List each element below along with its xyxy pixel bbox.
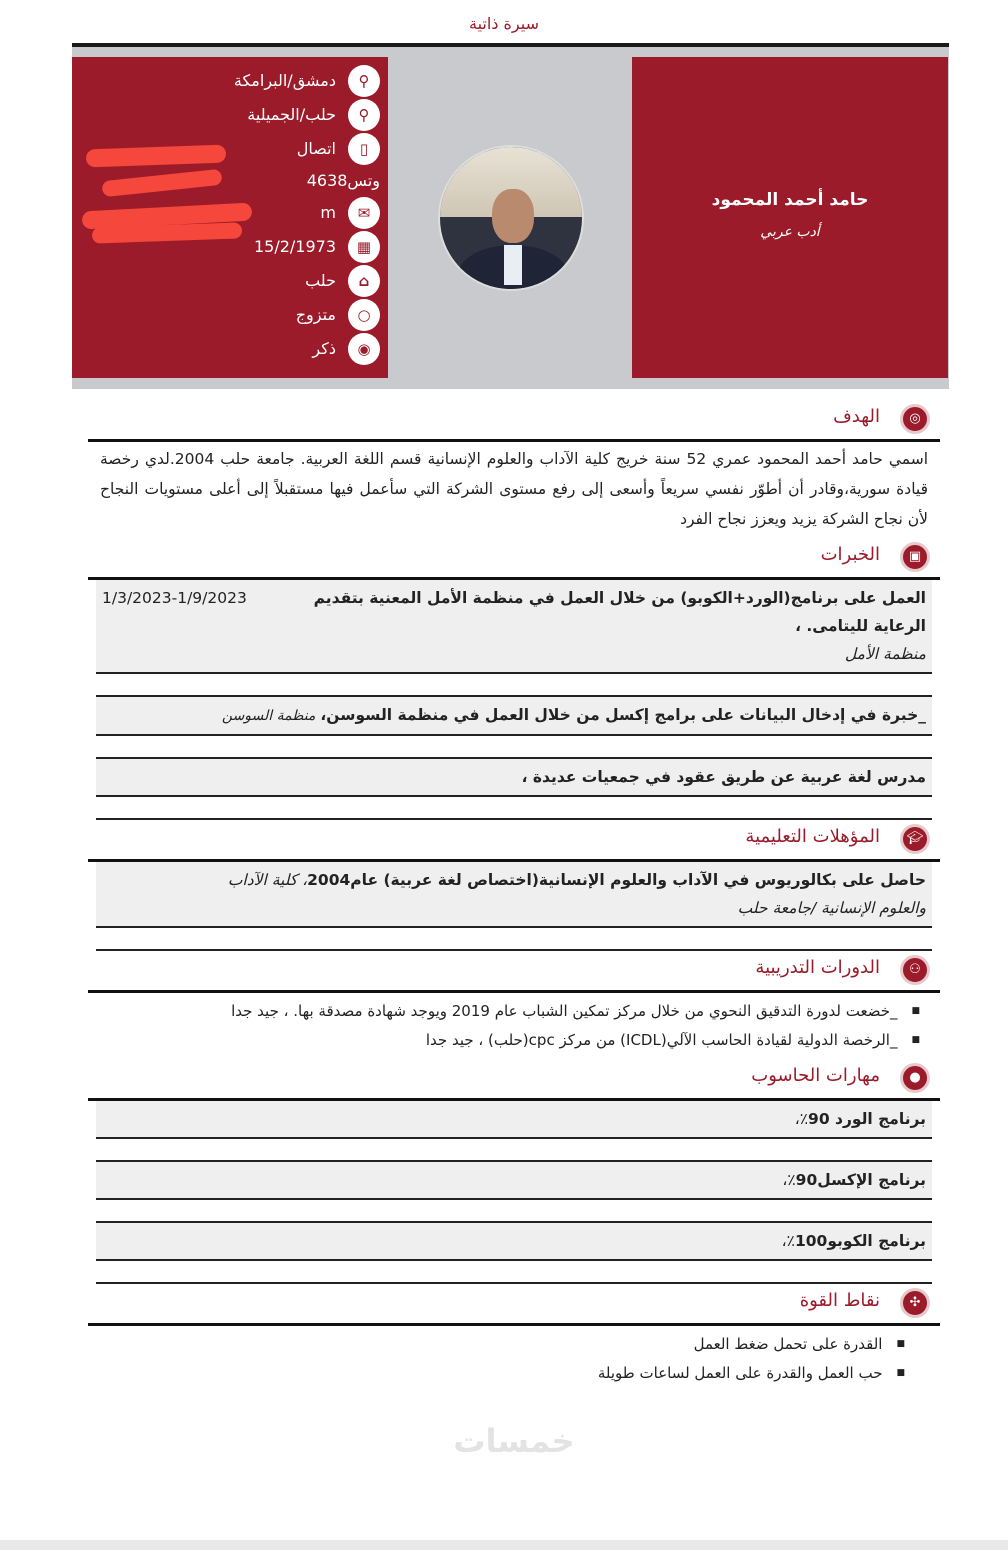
- contact-panel: [72, 57, 388, 378]
- presenter-icon: ⚇: [900, 955, 930, 985]
- experience-title: مدرس لغة عربية عن طريق عقود في جمعيات عديدة ،: [521, 768, 926, 786]
- skill-word: برنامج الورد 90٪،: [96, 1101, 932, 1137]
- education-degree: حاصل على بكالوريوس في الآداب والعلوم الإنسانية(اختصاص لغة عربية) عام2004، كلية الآداب: [227, 871, 926, 889]
- email-icon: ✉: [348, 197, 380, 229]
- objective-text: اسمي حامد أحمد المحمود عمري 52 سنة خريج كلية الآداب والعلوم الإنسانية قسم اللغة العربية. جامعة حلب 2004.لدي رخصة قيادة سورية،وقادر أن أطوّر نفسي سريعاً وأسعى إلى رفع مستوى الشركة التي سأعمل فيها مستقبلاً إلى أعلى مستويات النجاح لأن نجاح الشركة يزيد ويعزز نجاح الفرد: [100, 450, 928, 528]
- home-icon: ⌂: [348, 265, 380, 297]
- person-job-title: أدب عربي: [760, 224, 820, 240]
- briefcase-icon: ▣: [900, 542, 930, 572]
- footer-strip: [0, 1540, 1008, 1550]
- phone-icon: ▯: [348, 133, 380, 165]
- calendar-icon: ▦: [348, 231, 380, 263]
- section-objective-header: ◎ الهدف: [88, 404, 940, 436]
- course-item: ■ _الرخصة الدولية لقيادة الحاسب الآلي(ICDL) من مركز cpc(حلب) ، جيد جدا: [88, 1026, 940, 1055]
- experience-title: العمل على برنامج(الورد+الكوبو) من خلال العمل في منظمة الأمل المعنية بتقديم الرعاية لليتامى. ،: [313, 589, 926, 635]
- person-name: حامد أحمد المحمود: [711, 190, 869, 210]
- contact-whatsapp: وتس4638: [306, 171, 380, 190]
- experience-org: منظمة الأمل: [844, 645, 926, 663]
- target-icon: ◎: [900, 404, 930, 434]
- experience-title: _خبرة في إدخال البيانات على برامج إكسل من خلال العمل في منظمة السوسن،: [320, 706, 926, 724]
- watermark-logo: خمسات: [453, 1422, 575, 1460]
- strength-item: ■ القدرة على تحمل ضغط العمل: [88, 1330, 925, 1359]
- contact-phone: ▯ اتصال: [72, 135, 388, 163]
- dumbbell-icon: ✣: [900, 1288, 930, 1318]
- divider: [96, 818, 932, 820]
- section-experience-header: ▣ الخبرات: [88, 542, 940, 574]
- skill-excel: برنامج الإكسل90٪،: [96, 1162, 932, 1198]
- contact-address-2: ⚲ حلب/الجميلية: [72, 101, 388, 129]
- cv-body: [88, 400, 940, 1540]
- divider: [96, 1282, 932, 1284]
- education-item: [96, 862, 932, 926]
- course-item: ■ _خضعت لدورة التدقيق النحوي من خلال مركز تمكين الشباب عام 2019 ويوجد شهادة مصدقة بها. ، جيد جدا: [88, 997, 940, 1026]
- profile-photo: [438, 145, 584, 291]
- section-education-header: 🎓︎ المؤهلات التعليمية: [88, 824, 940, 856]
- section-computer-skills-header: ● مهارات الحاسوب: [88, 1063, 940, 1095]
- name-panel: [632, 57, 948, 378]
- contact-gender: ◉ ذكر: [72, 335, 388, 363]
- education-school: والعلوم الإنسانية /جامعة حلب: [737, 899, 926, 917]
- location-pin-icon: ⚲: [348, 99, 380, 131]
- globe-icon: ◉: [348, 333, 380, 365]
- section-strengths-header: ✣ نقاط القوة: [88, 1288, 940, 1320]
- contact-birthdate: ▦ 15/2/1973: [72, 233, 388, 261]
- divider: [96, 949, 932, 951]
- graduation-cap-icon: 🎓︎: [900, 824, 930, 854]
- contact-address-1: ⚲ دمشق/البرامكة: [72, 67, 388, 95]
- experience-item: [96, 697, 932, 734]
- ring-icon: ○: [348, 299, 380, 331]
- contact-city: ⌂ حلب: [72, 267, 388, 295]
- user-icon: ●: [900, 1063, 930, 1093]
- skill-kobo: برنامج الكوبو100٪،: [96, 1223, 932, 1259]
- contact-marital: ○ متزوج: [72, 301, 388, 329]
- experience-item: [96, 759, 932, 795]
- section-courses-header: ⚇ الدورات التدريبية: [88, 955, 940, 987]
- contact-email: ✉ m: [72, 199, 388, 227]
- experience-date: 1/3/2023-1/9/2023: [102, 589, 247, 607]
- experience-org: منظمة السوسن: [221, 708, 316, 724]
- experience-item: [96, 580, 932, 672]
- strength-item: ■ حب العمل والقدرة على العمل لساعات طويلة: [88, 1359, 925, 1388]
- location-pin-icon: ⚲: [348, 65, 380, 97]
- document-title: سيرة ذاتية: [469, 14, 539, 33]
